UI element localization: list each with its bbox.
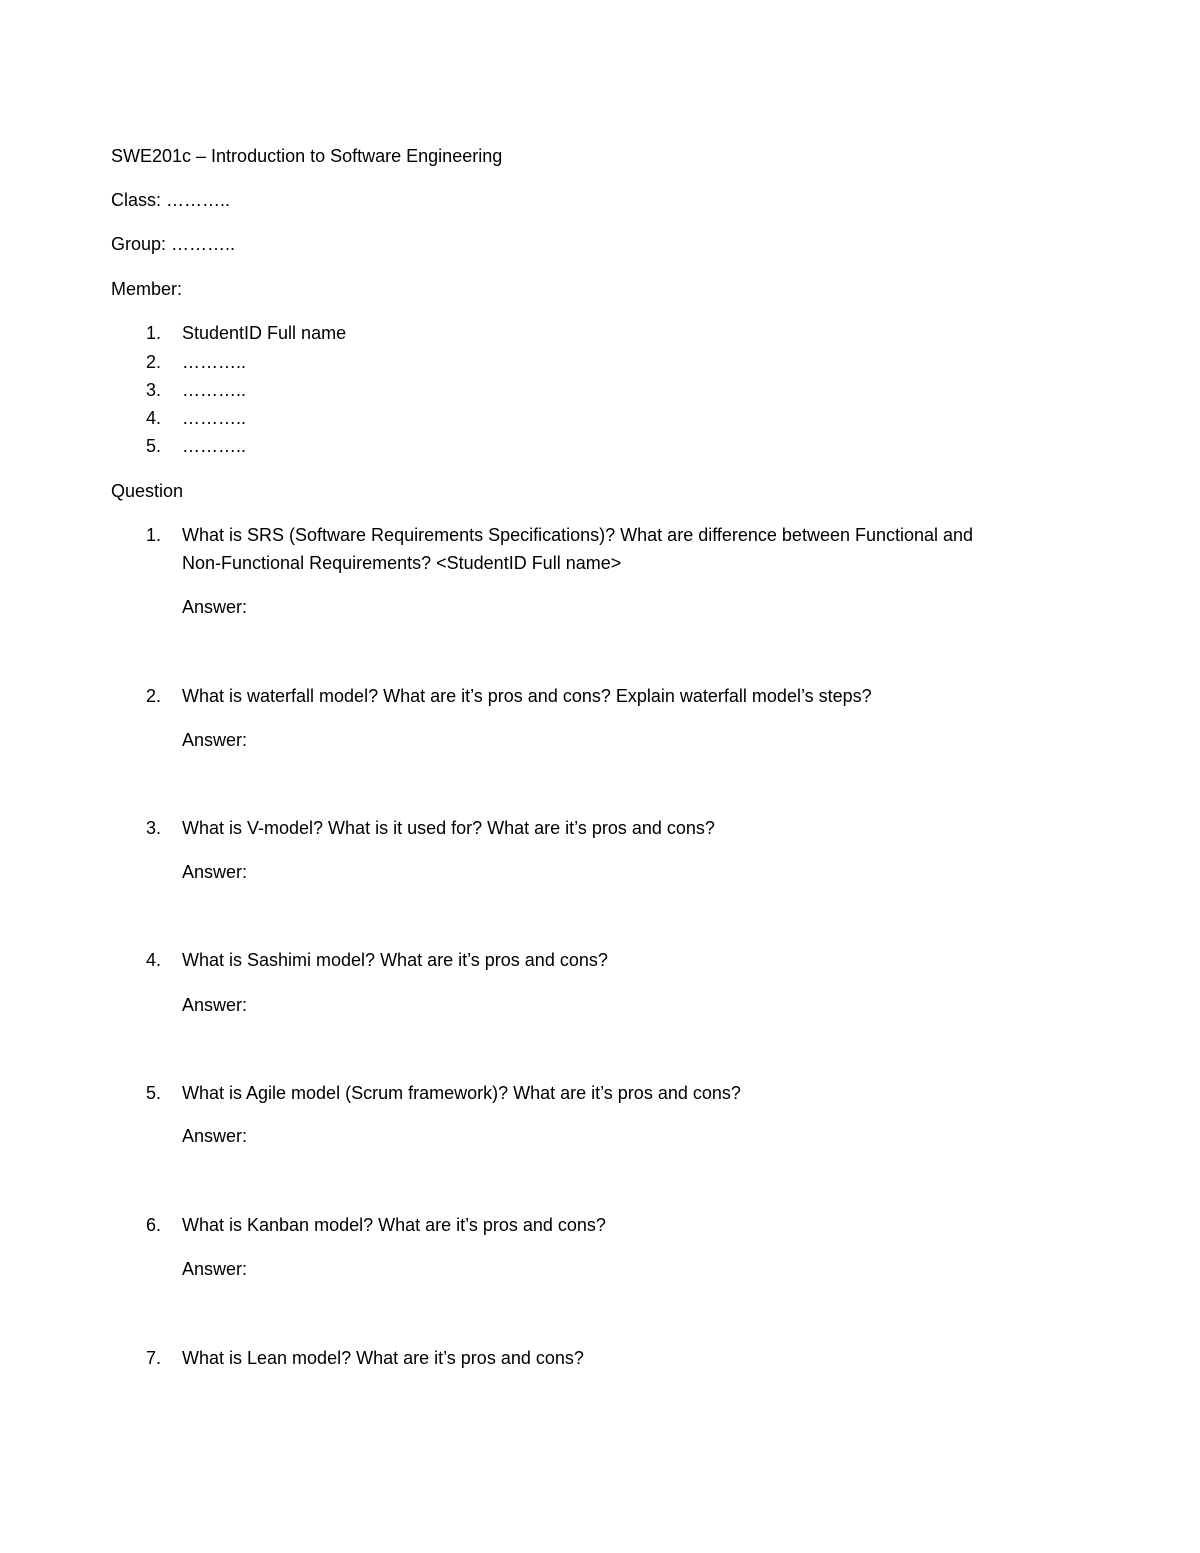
- answer-label: Answer:: [182, 1126, 248, 1146]
- question-number: 3.: [146, 818, 162, 838]
- member-text: StudentID Full name: [182, 323, 347, 343]
- member-number: 4.: [146, 408, 162, 428]
- member-text: ………..: [182, 408, 247, 428]
- answer-label: Answer:: [182, 995, 248, 1015]
- member-number: 1.: [146, 323, 162, 343]
- class-line: Class: ………..: [111, 190, 231, 210]
- question-number: 6.: [146, 1215, 162, 1235]
- group-line: Group: ………..: [111, 234, 236, 254]
- question-number: 1.: [146, 525, 162, 545]
- member-number: 3.: [146, 380, 162, 400]
- question-text: What is Agile model (Scrum framework)? What are it’s pros and cons?: [182, 1083, 741, 1103]
- question-number: 4.: [146, 950, 162, 970]
- member-number: 5.: [146, 436, 162, 456]
- course-title: SWE201c – Introduction to Software Engineering: [111, 146, 503, 166]
- question-text: What is Sashimi model? What are it’s pros and cons?: [182, 950, 608, 970]
- question-text-continued: Non-Functional Requirements? <StudentID Full name>: [182, 553, 622, 573]
- member-heading: Member:: [111, 279, 183, 299]
- question-text: What is Lean model? What are it’s pros and cons?: [182, 1348, 584, 1368]
- answer-label: Answer:: [182, 1259, 248, 1279]
- question-text: What is waterfall model? What are it’s pros and cons? Explain waterfall model’s steps?: [182, 686, 872, 706]
- answer-label: Answer:: [182, 862, 248, 882]
- question-number: 7.: [146, 1348, 162, 1368]
- member-text: ………..: [182, 436, 247, 456]
- answer-label: Answer:: [182, 597, 248, 617]
- question-number: 2.: [146, 686, 162, 706]
- question-text: What is V-model? What is it used for? What are it’s pros and cons?: [182, 818, 715, 838]
- question-text: What is Kanban model? What are it’s pros and cons?: [182, 1215, 606, 1235]
- member-text: ………..: [182, 380, 247, 400]
- question-heading: Question: [111, 481, 184, 501]
- member-number: 2.: [146, 352, 162, 372]
- answer-label: Answer:: [182, 730, 248, 750]
- question-number: 5.: [146, 1083, 162, 1103]
- member-text: ………..: [182, 352, 247, 372]
- question-text: What is SRS (Software Requirements Specifications)? What are difference between Functional and: [182, 525, 974, 545]
